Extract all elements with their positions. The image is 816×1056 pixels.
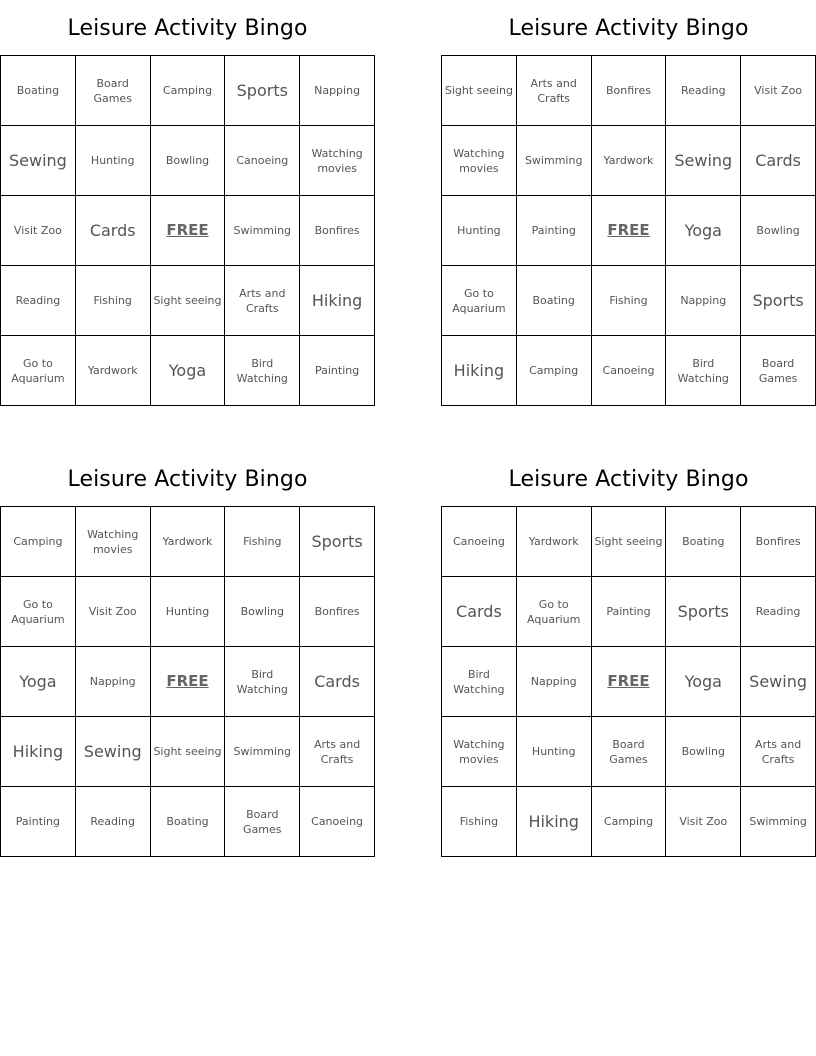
bingo-cell: Hunting <box>517 717 592 787</box>
bingo-cell: Sight seeing <box>151 266 226 336</box>
bingo-cell: Sight seeing <box>151 717 226 787</box>
bingo-cell: Yoga <box>666 196 741 266</box>
bingo-cell: Bowling <box>666 717 741 787</box>
bingo-cell: Canoeing <box>300 787 375 857</box>
bingo-cell: Camping <box>592 787 667 857</box>
bingo-cell: Yardwork <box>76 336 151 406</box>
bingo-cell: Canoeing <box>442 507 517 577</box>
bingo-cell: Fishing <box>225 507 300 577</box>
bingo-grid <box>0 506 375 857</box>
bingo-cell: Sports <box>225 56 300 126</box>
bingo-cell: Sight seeing <box>442 56 517 126</box>
bingo-cell: Visit Zoo <box>666 787 741 857</box>
bingo-cell: Reading <box>741 577 816 647</box>
bingo-cell: Hunting <box>442 196 517 266</box>
bingo-cell: Go to Aquarium <box>1 336 76 406</box>
bingo-cell: Napping <box>300 56 375 126</box>
bingo-cell: Watching movies <box>442 126 517 196</box>
bingo-cell: Fishing <box>442 787 517 857</box>
card-title: Leisure Activity Bingo <box>508 467 749 492</box>
bingo-cell: Fishing <box>76 266 151 336</box>
bingo-cell: Board Games <box>76 56 151 126</box>
bingo-cell: Sports <box>300 507 375 577</box>
bingo-cell: Sewing <box>741 647 816 717</box>
bingo-cell: Watching movies <box>76 507 151 577</box>
bingo-cell: Canoeing <box>592 336 667 406</box>
bingo-cell: Painting <box>592 577 667 647</box>
bingo-cell: Painting <box>1 787 76 857</box>
bingo-cell: Bird Watching <box>442 647 517 717</box>
bingo-cell: Arts and Crafts <box>741 717 816 787</box>
bingo-cell: Bowling <box>225 577 300 647</box>
bingo-cell: Sewing <box>666 126 741 196</box>
bingo-cell: Cards <box>741 126 816 196</box>
bingo-cell: Go to Aquarium <box>442 266 517 336</box>
bingo-cell: Canoeing <box>225 126 300 196</box>
bingo-cell: Board Games <box>225 787 300 857</box>
bingo-cell: Arts and Crafts <box>517 56 592 126</box>
bingo-cell: Hiking <box>300 266 375 336</box>
card-title: Leisure Activity Bingo <box>67 467 308 492</box>
bingo-cell: Napping <box>76 647 151 717</box>
bingo-cell: Yardwork <box>517 507 592 577</box>
bingo-cell: Bird Watching <box>225 647 300 717</box>
bingo-cell: Arts and Crafts <box>225 266 300 336</box>
bingo-grid <box>0 55 375 406</box>
card-title: Leisure Activity Bingo <box>67 16 308 41</box>
bingo-cell: Bird Watching <box>666 336 741 406</box>
bingo-cell: Bonfires <box>300 196 375 266</box>
bingo-cell: Hiking <box>517 787 592 857</box>
bingo-cell: Hiking <box>442 336 517 406</box>
bingo-cell: Boating <box>1 56 76 126</box>
bingo-cell: Swimming <box>225 196 300 266</box>
bingo-cell: Board Games <box>592 717 667 787</box>
bingo-cell: Sports <box>741 266 816 336</box>
bingo-cell: Bowling <box>741 196 816 266</box>
bingo-cell: Cards <box>442 577 517 647</box>
bingo-cell: Painting <box>517 196 592 266</box>
bingo-cell: Hunting <box>151 577 226 647</box>
bingo-cell: Visit Zoo <box>741 56 816 126</box>
bingo-cell: Watching movies <box>300 126 375 196</box>
bingo-cell: Watching movies <box>442 717 517 787</box>
bingo-cell: Bird Watching <box>225 336 300 406</box>
bingo-grid <box>441 506 816 857</box>
bingo-cell: Cards <box>300 647 375 717</box>
bingo-cell: Bonfires <box>300 577 375 647</box>
bingo-cell: Napping <box>517 647 592 717</box>
bingo-cell: Sight seeing <box>592 507 667 577</box>
bingo-cell: Cards <box>76 196 151 266</box>
card-title: Leisure Activity Bingo <box>508 16 749 41</box>
bingo-cell: Sewing <box>76 717 151 787</box>
bingo-cell: Board Games <box>741 336 816 406</box>
free-space-cell: FREE <box>151 196 226 266</box>
bingo-cell: Yoga <box>151 336 226 406</box>
bingo-cell: Bonfires <box>741 507 816 577</box>
bingo-cell: Bonfires <box>592 56 667 126</box>
bingo-cell: Go to Aquarium <box>517 577 592 647</box>
bingo-cell: Reading <box>666 56 741 126</box>
free-space-cell: FREE <box>151 647 226 717</box>
bingo-cell: Yoga <box>1 647 76 717</box>
bingo-cell: Hiking <box>1 717 76 787</box>
bingo-cell: Swimming <box>517 126 592 196</box>
bingo-cell: Sports <box>666 577 741 647</box>
bingo-cell: Camping <box>1 507 76 577</box>
free-space-cell: FREE <box>592 196 667 266</box>
bingo-cell: Visit Zoo <box>1 196 76 266</box>
bingo-cell: Camping <box>151 56 226 126</box>
bingo-cell: Visit Zoo <box>76 577 151 647</box>
bingo-cell: Boating <box>666 507 741 577</box>
bingo-cell: Hunting <box>76 126 151 196</box>
bingo-cell: Reading <box>1 266 76 336</box>
bingo-cell: Swimming <box>741 787 816 857</box>
bingo-cell: Sewing <box>1 126 76 196</box>
free-space-cell: FREE <box>592 647 667 717</box>
bingo-cell: Yardwork <box>592 126 667 196</box>
bingo-cell: Go to Aquarium <box>1 577 76 647</box>
bingo-cell: Bowling <box>151 126 226 196</box>
bingo-cell: Painting <box>300 336 375 406</box>
bingo-cell: Camping <box>517 336 592 406</box>
bingo-cell: Boating <box>517 266 592 336</box>
bingo-cell: Reading <box>76 787 151 857</box>
bingo-cell: Fishing <box>592 266 667 336</box>
bingo-cell: Napping <box>666 266 741 336</box>
bingo-cell: Yardwork <box>151 507 226 577</box>
bingo-cell: Arts and Crafts <box>300 717 375 787</box>
bingo-cell: Boating <box>151 787 226 857</box>
bingo-cell: Yoga <box>666 647 741 717</box>
bingo-cell: Swimming <box>225 717 300 787</box>
bingo-grid <box>441 55 816 406</box>
